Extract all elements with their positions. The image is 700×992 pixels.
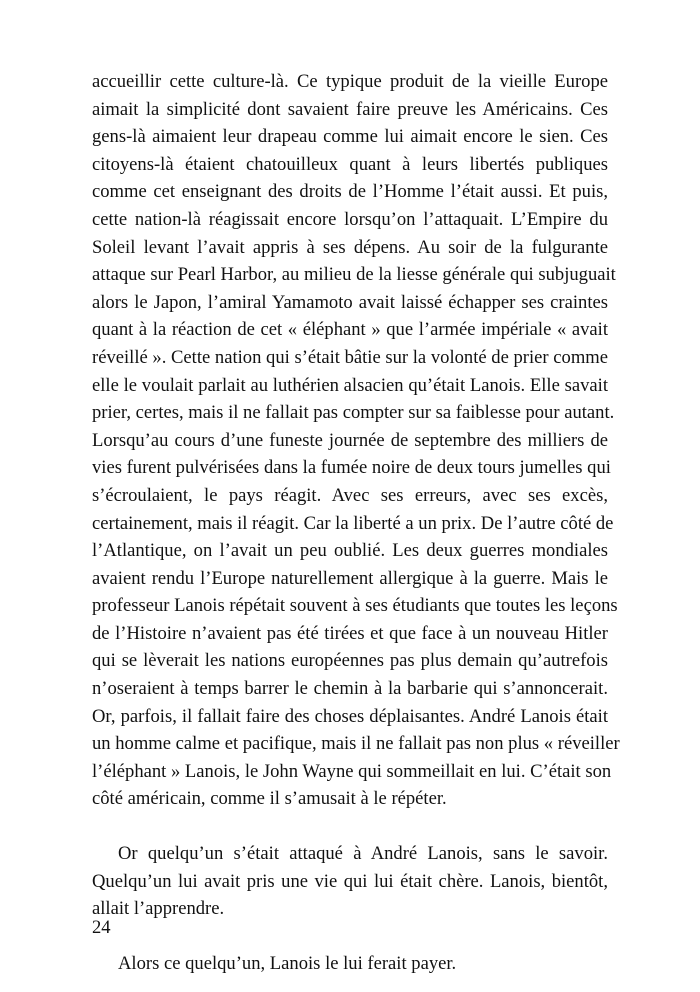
text-line: Lorsqu’au cours d’une funeste journée de septembre des milliers de	[92, 429, 608, 451]
text-line: un homme calme et pacifique, mais il ne fallait pas non plus « réveiller	[92, 733, 620, 755]
text-line: accueillir cette culture-là. Ce typique produit de la vieille Europe	[92, 71, 608, 92]
text-line: vies furent pulvérisées dans la fumée noire de deux tours jumelles qui	[92, 457, 611, 479]
paragraph	[92, 950, 608, 978]
paragraph	[92, 840, 608, 923]
page-number: 24	[92, 917, 111, 938]
text-line: Alors ce quelqu’un, Lanois le lui ferait payer.	[118, 952, 457, 974]
page-body	[92, 68, 620, 977]
text-line: citoyens-là étaient chatouilleux quant à leurs libertés publiques	[92, 153, 608, 175]
text-line: Quelqu’un lui avait pris une vie qui lui était chère. Lanois, bientôt,	[92, 870, 608, 892]
text-line: réveillé ». Cette nation qui s’était bâtie sur la volonté de prier comme	[92, 346, 608, 368]
text-line: gens-là aimaient leur drapeau comme lui aimait encore le sien. Ces	[92, 126, 608, 148]
paragraph	[92, 68, 620, 813]
text-line: Or quelqu’un s’était attaqué à André Lanois, sans le savoir.	[118, 843, 608, 865]
text-line: professeur Lanois répétait souvent à ses étudiants que toutes les leçons	[92, 595, 618, 617]
text-line: elle le voulait parlait au luthérien alsacien qu’était Lanois. Elle savait	[92, 374, 608, 396]
text-line: l’Atlantique, on l’avait un peu oublié. Les deux guerres mondiales	[92, 540, 608, 562]
text-line: avaient rendu l’Europe naturellement allergique à la guerre. Mais le	[92, 567, 608, 589]
paragraph-gap	[92, 923, 608, 950]
text-line: de l’Histoire n’avaient pas été tirées et que face à un nouveau Hitler	[92, 622, 608, 644]
text-line: l’éléphant » Lanois, le John Wayne qui sommeillait en lui. C’était son	[92, 760, 612, 782]
text-line: prier, certes, mais il ne fallait pas compter sur sa faiblesse pour autant.	[92, 402, 615, 424]
text-line: alors le Japon, l’amiral Yamamoto avait laissé échapper ses craintes	[92, 291, 608, 313]
text-line: qui se lèverait les nations européennes pas plus demain qu’autrefois	[92, 650, 608, 672]
text-line: quant à la réaction de cet « éléphant » que l’armée impériale « avait	[92, 319, 608, 341]
text-line: certainement, mais il réagit. Car la liberté a un prix. De l’autre côté de	[92, 512, 614, 534]
text-line: aimait la simplicité dont savaient faire preuve les Américains. Ces	[92, 98, 608, 120]
text-line: s’écroulaient, le pays réagit. Avec ses erreurs, avec ses excès,	[92, 484, 608, 506]
text-line: comme cet enseignant des droits de l’Homme l’était aussi. Et puis,	[92, 181, 608, 203]
paragraph-gap	[92, 813, 608, 840]
text-line: Or, parfois, il fallait faire des choses déplaisantes. André Lanois était	[92, 705, 608, 727]
text-line: attaque sur Pearl Harbor, au milieu de la liesse générale qui subjuguait	[92, 264, 616, 286]
text-line: côté américain, comme il s’amusait à le répéter.	[92, 788, 447, 810]
text-line: cette nation-là réagissait encore lorsqu’on l’attaquait. L’Empire du	[92, 208, 608, 230]
text-line: n’oseraient à temps barrer le chemin à la barbarie qui s’annoncerait.	[92, 678, 608, 700]
text-line: allait l’apprendre.	[92, 898, 225, 920]
text-line: Soleil levant l’avait appris à ses dépens. Au soir de la fulgurante	[92, 236, 608, 258]
